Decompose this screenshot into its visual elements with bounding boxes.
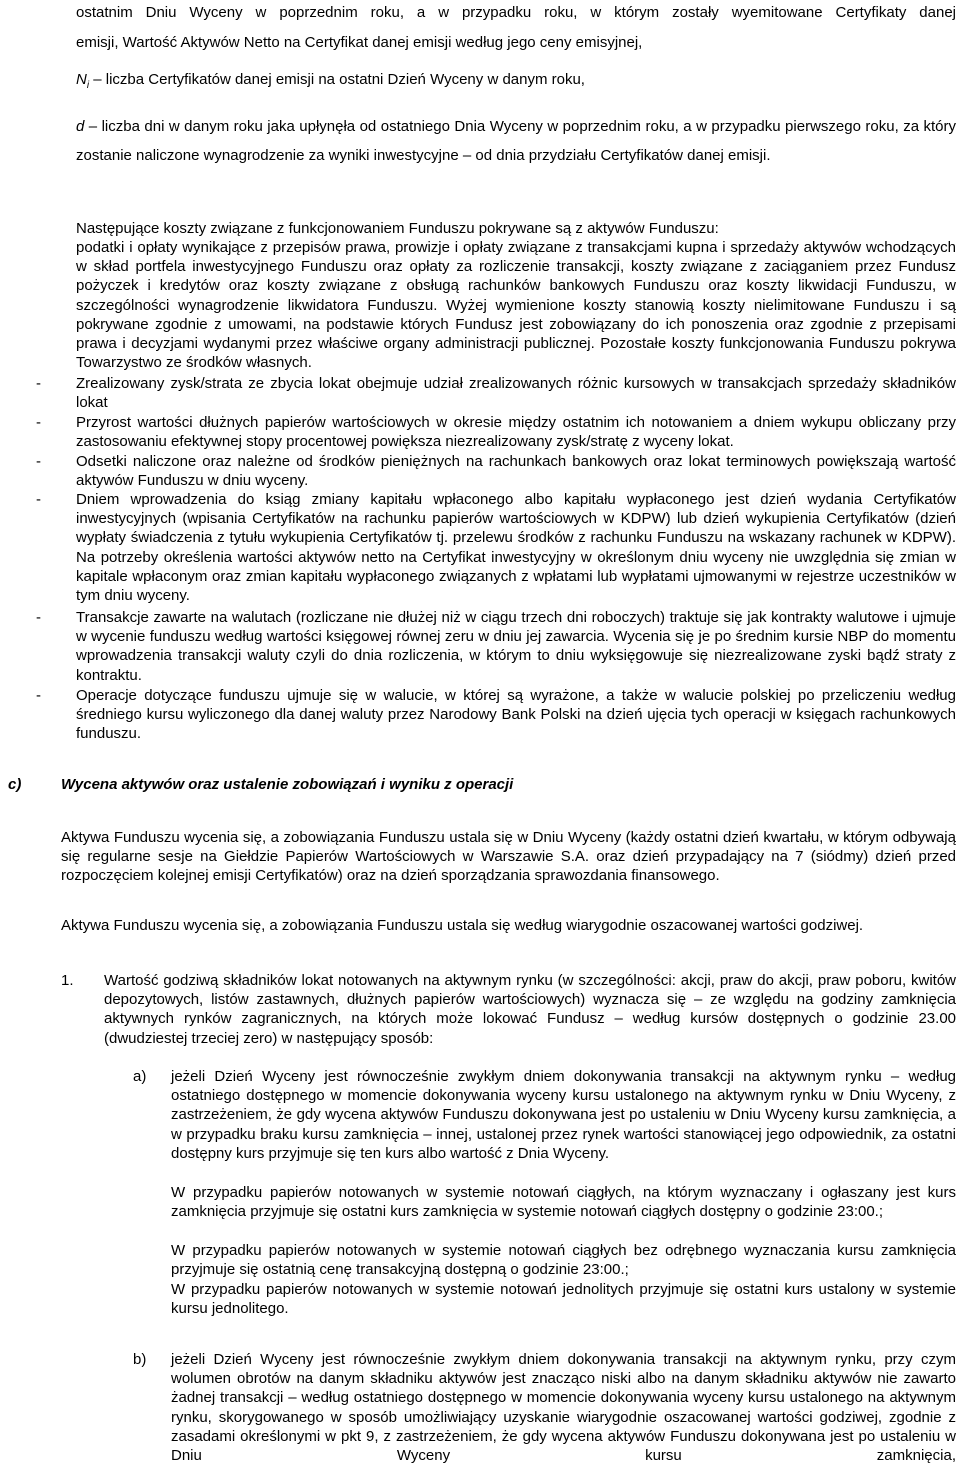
bullet-marker: - bbox=[36, 687, 41, 704]
bullet-item: Operacje dotyczące funduszu ujmuje się w walucie, w której są wyrażone, a także w walucie polskiej po przeliczeniu według średniego kursu wyliczonego dla danej waluty przez Narodowy Bank Polski na dzień ujęcia tych operacji w księgach rachunkowych funduszu. bbox=[76, 687, 956, 743]
section-c-paragraph-2: Aktywa Funduszu wycenia się, a zobowiązania Funduszu ustala się według wiarygodnie oszacowanej wartości godziwej. bbox=[61, 917, 864, 934]
bullet-item: Zrealizowany zysk/strata ze zbycia lokat obejmuje udział zrealizowanych różnic kursowych w transakcjach sprzedaży składników lokat bbox=[76, 375, 956, 412]
costs-heading: Następujące koszty związane z funkcjonowaniem Funduszu pokrywane są z aktywów Funduszu: bbox=[76, 220, 719, 237]
intro-continuation-line1: ostatnim Dniu Wyceny w poprzednim roku, a w przypadku roku, w którym zostały wyemitowane Certyfikaty danej bbox=[76, 4, 956, 21]
bullet-marker: - bbox=[36, 453, 41, 470]
d-text: – liczba dni w danym roku jaka upłynęła od ostatniego Dnia Wyceny w poprzednim roku, a w przypadku pierwszego roku, za który zostanie naliczone wynagrodzenie za wyniki inwestycyjne – od dnia przydziału Certyfikatów danej emisji. bbox=[76, 118, 956, 164]
item-b-text: jeżeli Dzień Wyceny jest równocześnie zwykłym dniem dokonywania transakcji na aktywnym rynku, przy czym wolumen obrotów na danym składniku aktywów jest znacząco niski albo na danym składniku aktywów nie zawarto żadnej transakcji – według ostatniego dostępnego w momencie dokonywania wyceny kursu ustalonego na aktywnym rynku, skorygowanego w sposób umożliwiający uzyskanie wiarygodnie oszacowanej wartości godziwej, zgodnie z zasadami określonymi w pkt 9, z zastrzeżeniem, że gdy wycena aktywów Funduszu dokonywana jest po ustaleniu w Dniu Wyceny kursu zamknięcia, bbox=[171, 1351, 956, 1465]
item-a-subparagraph-2: W przypadku papierów notowanych w systemie notowań ciągłych bez odrębnego wyznaczania kursu zamknięcia przyjmuje się ostatnią cenę transakcyjną dostępną o godzinie 23:00.; bbox=[171, 1242, 956, 1279]
item-a-text: jeżeli Dzień Wyceny jest równocześnie zwykłym dniem dokonywania transakcji na aktywnym rynku – według ostatniego dostępnego w momencie dokonywania wyceny kursu ustalonego na aktywnym rynku w Dniu Wyceny, z zastrzeżeniem, że gdy wycena aktywów Funduszu dokonywana jest po ustaleniu w Dniu Wyceny kursu zamknięcia, a w przypadku braku kursu zamknięcia – innej, ustalonej przez rynek wartości stanowiącej jego odpowiednik, za ostatni dostępny kurs przyjmuje się ten kurs albo wartość z Dnia Wyceny. bbox=[171, 1068, 956, 1162]
item-a-subparagraph-3: W przypadku papierów notowanych w systemie notowań jednolitych przyjmuje się ostatni kurs ustalony w systemie kursu jednolitego. bbox=[171, 1281, 956, 1318]
bullet-item: Dniem wprowadzenia do ksiąg zmiany kapitału wpłaconego albo kapitału wypłaconego jest dzień wydania Certyfikatów inwestycyjnych (wpisania Certyfikatów na rachunku papierów wartościowych w KDPW) lub dzień wykupienia Certyfikatów (dzień wypłaty świadczenia z tytułu wykupienia Certyfikatów tj. przelewu środków z rachunku Funduszu na wskazany rachunek w KDPW). Na potrzeby określenia wartości aktywów netto na Certyfikat inwestycyjny w określonym dniu wyceny nie uwzględnia się zmian w kapitale wpłaconym oraz zmian kapitału wypłaconego związanych z wpłatami lub wypłatami ujmowanymi w rejestrze uczestników w tym dniu wyceny. bbox=[76, 491, 956, 605]
section-c-label: c) bbox=[8, 776, 22, 793]
section-c-paragraph-1: Aktywa Funduszu wycenia się, a zobowiązania Funduszu ustala się w Dniu Wyceny (każdy ostatni dzień kwartału, w którym odbywają się regularne sesje na Giełdzie Papierów Wartościowych w Warszawie S.A. oraz dzień przypadający na 7 (siódmy) dzień przed rozpoczęciem kolejnej emisji Certyfikatów) oraz na dzień sporządzania sprawozdania finansowego. bbox=[61, 829, 956, 885]
bullet-marker: - bbox=[36, 375, 41, 392]
item-a-subparagraph-1: W przypadku papierów notowanych w systemie notowań ciągłych, na którym wyznaczany i ogłaszany jest kurs zamknięcia przyjmuje się ostatni kurs zamknięcia w systemie notowań ciągłych dostępny o godzinie 23:00.; bbox=[171, 1184, 956, 1221]
item-1-label: 1. bbox=[61, 972, 74, 989]
ni-definition bbox=[76, 70, 956, 95]
bullet-marker: - bbox=[36, 609, 41, 626]
bullet-item: Transakcje zawarte na walutach (rozliczane nie dłużej niż w ciągu trzech dni roboczych) traktuje się jak kontrakty walutowe i ujmuje w wycenie funduszu według wartości księgowej równej zeru w dniu jej zawarcia. Wycenia się je po średnim kursie NBP do momentu wprowadzenia transakcji waluty czyli do dnia rozliczenia, w którym to dniu wyksięgowuje się niezrealizowane zyski bądź straty z kontraktu. bbox=[76, 609, 956, 684]
bullet-marker: - bbox=[36, 414, 41, 431]
bullet-marker: - bbox=[36, 491, 41, 508]
bullet-item: Przyrost wartości dłużnych papierów wartościowych w okresie między ostatnim ich notowaniem a dniem wykupu obliczany przy zastosowaniu efektywnej stopy procentowej powiększa niezrealizowany zysk/stratę z wyceny lokat. bbox=[76, 414, 956, 451]
ni-symbol: N bbox=[76, 71, 87, 88]
bullet-item: Odsetki naliczone oraz należne od środków pieniężnych na rachunkach bankowych oraz lokat terminowych powiększają wartość aktywów Funduszu w dniu wyceny. bbox=[76, 453, 956, 490]
d-definition bbox=[76, 113, 956, 170]
item-b-label: b) bbox=[133, 1351, 147, 1368]
ni-text: – liczba Certyfikatów danej emisji na ostatni Dzień Wyceny w danym roku, bbox=[89, 71, 585, 88]
costs-body: podatki i opłaty wynikające z przepisów prawa, prowizje i opłaty związane z transakcjami kupna i sprzedaży aktywów wchodzących w skład portfela inwestycyjnego Funduszu oraz opłaty za rozliczenie transakcji, koszty związane z zaciąganiem przez Fundusz pożyczek i kredytów oraz koszty związane z obsługą rachunków bankowych Funduszu oraz koszty likwidacji Funduszu, w szczególności wynagrodzenie likwidatora Funduszu. Wyżej wymienione koszty stanowią koszty nielimitowane Funduszu i są pokrywane zgodnie z umowami, na podstawie których Fundusz jest zobowiązany do ich ponoszenia oraz zgodnie z przepisami prawa i decyzjami wydanymi przez właściwe organy administracji publicznej. Pozostałe koszty funkcjonowania Funduszu pokrywa Towarzystwo ze środków własnych. bbox=[76, 239, 956, 372]
d-symbol: d bbox=[76, 118, 85, 135]
item-a-label: a) bbox=[133, 1068, 147, 1085]
ni-subscript: i bbox=[86, 80, 90, 91]
section-c-title: Wycena aktywów oraz ustalenie zobowiązań i wyniku z operacji bbox=[61, 776, 514, 793]
item-1-text: Wartość godziwą składników lokat notowanych na aktywnym rynku (w szczególności: akcji, praw do akcji, praw poboru, kwitów depozytowych, listów zastawnych, dłużnych papierów wartościowych) wyznacza się – ze względu na godziny zamknięcia aktywnych rynków zagranicznych, na których może lokować Fundusz – według kursów dostępnych o godzinie 23.00 (dwudziestej trzeciej zero) w następujący sposób: bbox=[104, 972, 956, 1047]
intro-continuation-line2: emisji, Wartość Aktywów Netto na Certyfikat danej emisji według jego ceny emisyjnej, bbox=[76, 34, 643, 51]
